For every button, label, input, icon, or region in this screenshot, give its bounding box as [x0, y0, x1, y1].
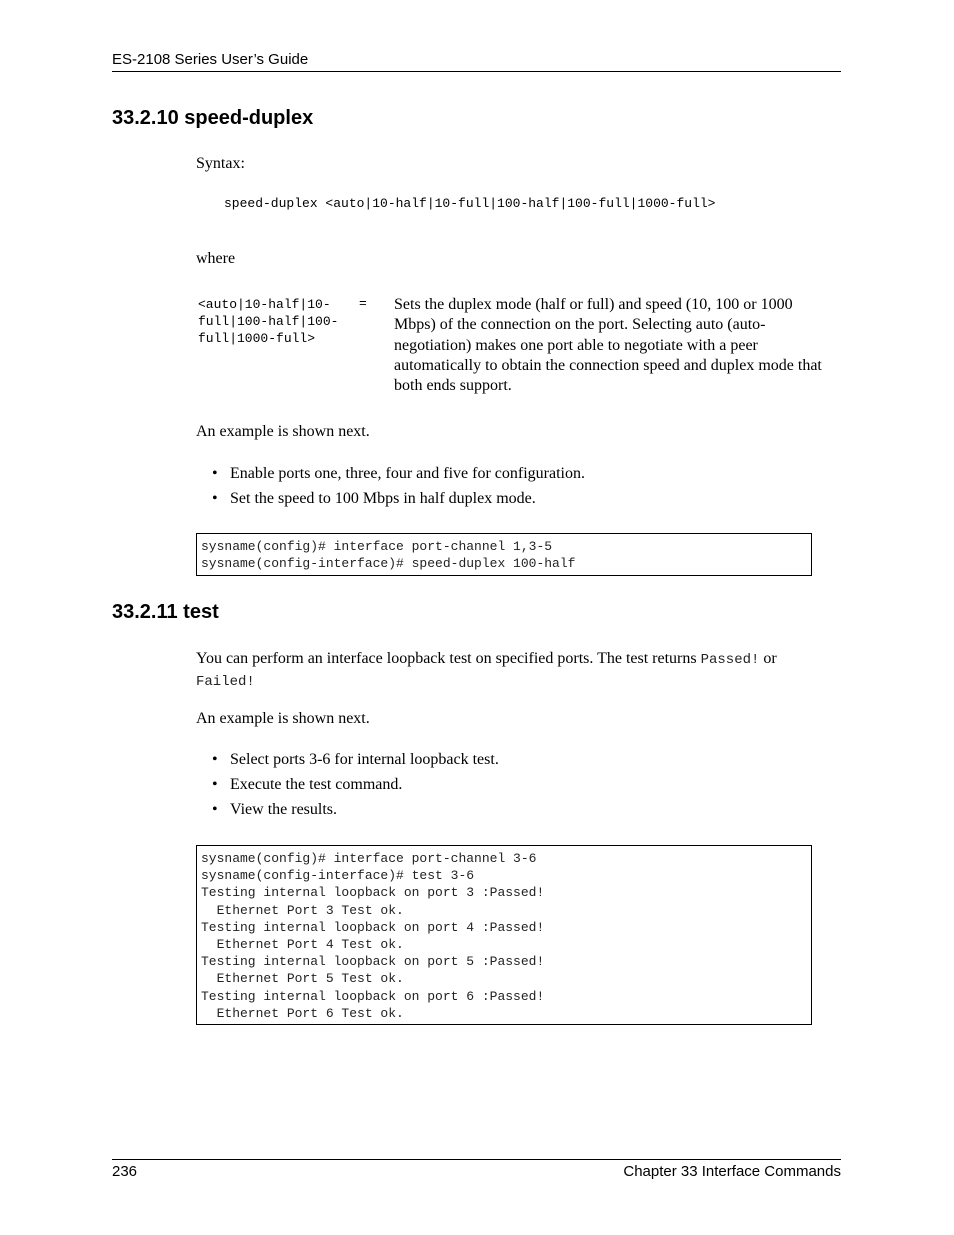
syntax-label: Syntax: — [196, 155, 245, 172]
page-number: 236 — [112, 1163, 138, 1180]
example-intro: An example is shown next. — [196, 423, 370, 440]
code-example-speed-duplex: sysname(config)# interface port-channel 1,3-5 sysname(config-interface)# speed-duplex 100-half — [196, 533, 812, 576]
code-example-test: sysname(config)# interface port-channel 3-6 sysname(config-interface)# test 3-6 Testing internal loopback on port 3 :Passed! Ethernet Port 3 Test ok. Testing internal loopback on port 4 :Passed! Ethernet Port 4 Test ok. Testing internal loopback on port 5 :Passed! Ethernet Port 5 Test ok. Testing internal loopback on port 6 :Passed! Ethernet Port 6 Test ok. — [196, 845, 812, 1025]
list-item: • Set the speed to 100 Mbps in half duplex mode. — [212, 489, 585, 514]
chapter-title: Chapter 33 Interface Commands — [623, 1163, 841, 1180]
list-item: • Enable ports one, three, four and five for configuration. — [212, 464, 585, 489]
page-footer — [112, 1159, 841, 1180]
where-label: where — [196, 250, 236, 267]
section-heading-test: 33.2.11 test — [112, 601, 219, 623]
test-intro — [196, 649, 836, 692]
parameter-equals: = — [359, 296, 367, 311]
page-header — [112, 51, 841, 72]
example-intro: An example is shown next. — [196, 710, 370, 727]
list-item: • Select ports 3-6 for internal loopback test. — [212, 750, 499, 775]
failed-token: Failed! — [196, 673, 255, 690]
example-steps-list — [212, 750, 499, 825]
passed-token: Passed! — [700, 652, 760, 668]
document-title: ES-2108 Series User’s Guide — [112, 51, 309, 68]
syntax-code: speed-duplex <auto|10-half|10-full|100-half|100-full|1000-full> — [224, 196, 716, 211]
parameter-description: Sets the duplex mode (half or full) and speed (10, 100 or 1000 Mbps) of the connection on the port. Selecting auto (auto-negotiation) makes one port able to negotiate with a peer automatically to obtain the connection speed and duplex mode that both ends support. — [394, 296, 822, 395]
or-text: or — [759, 650, 777, 667]
test-intro-text: You can perform an interface loopback test on specified ports. The test returns — [196, 650, 701, 667]
list-item: • Execute the test command. — [212, 775, 499, 800]
list-item: • View the results. — [212, 800, 499, 825]
parameter-name: <auto|10-half|10- full|100-half|100- full|1000-full> — [198, 297, 339, 346]
section-heading-speed-duplex: 33.2.10 speed-duplex — [112, 107, 314, 129]
example-steps-list — [212, 464, 585, 514]
